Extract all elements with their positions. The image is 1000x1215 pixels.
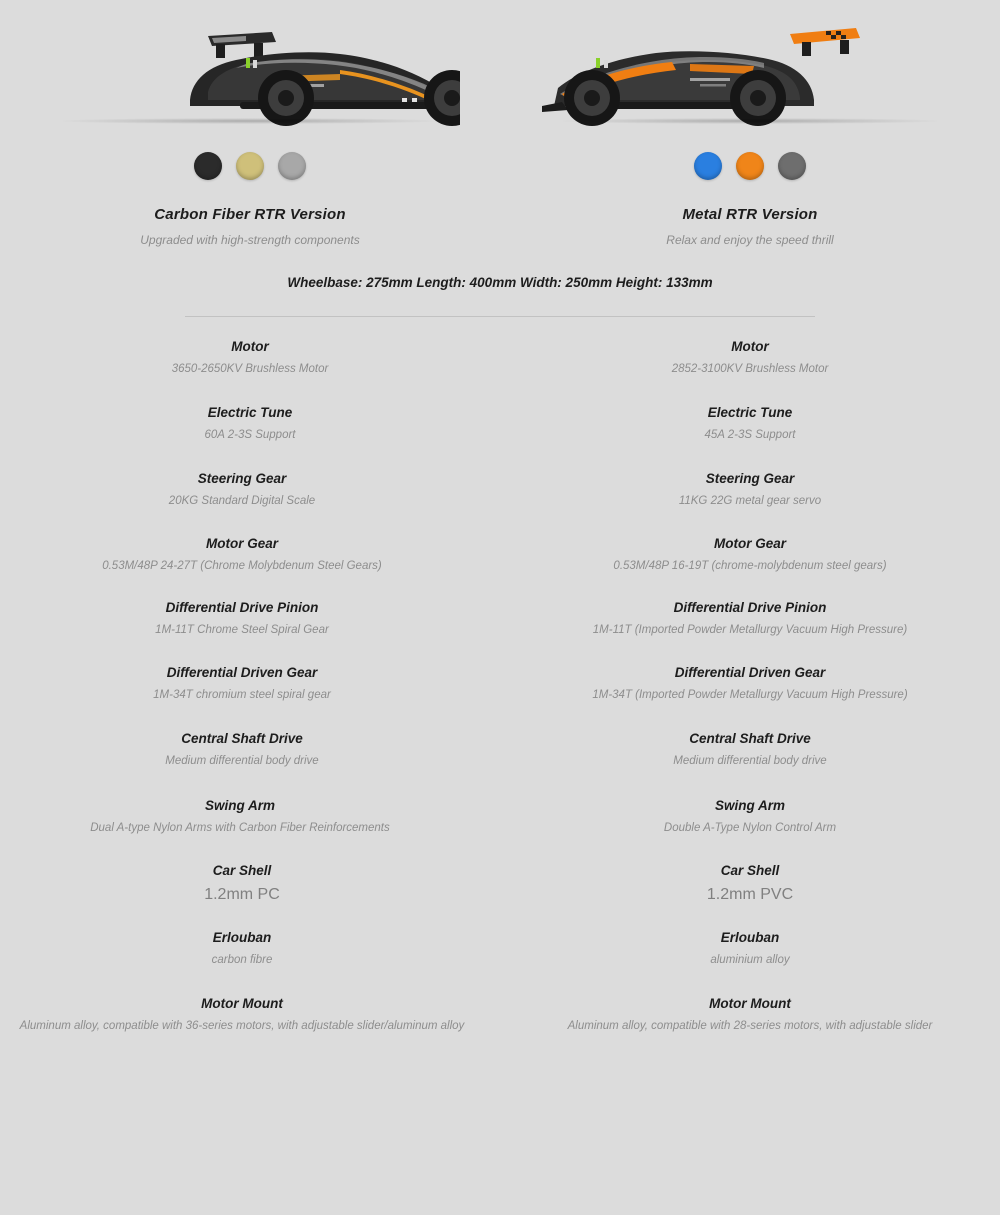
spec-name: Central Shaft Drive	[689, 731, 811, 746]
spec-row	[0, 471, 1000, 507]
spec-value: 20KG Standard Digital Scale	[168, 495, 316, 507]
car-shadow-metal	[560, 118, 940, 124]
spec-name: Electric Tune	[707, 405, 793, 420]
spec-value: Medium differential body drive	[673, 755, 827, 767]
spec-value: 0.53M/48P 24-27T (Chrome Molybdenum Steel Gears)	[102, 560, 382, 572]
spec-row	[0, 665, 1000, 701]
spec-name: Swing Arm	[714, 798, 785, 813]
spec-cell-right	[500, 798, 1000, 834]
spec-row	[0, 536, 1000, 572]
spec-name: Motor	[731, 339, 769, 354]
spec-name: Steering Gear	[705, 471, 795, 486]
spec-cell-right	[500, 731, 1000, 767]
spec-cell-left	[0, 471, 492, 507]
spec-value: 3650-2650KV Brushless Motor	[171, 363, 329, 375]
color-swatches-metal[interactable]	[694, 152, 806, 180]
spec-value: 2852-3100KV Brushless Motor	[671, 363, 829, 375]
spec-cell-right	[500, 536, 1000, 572]
spec-value: 1M-34T (Imported Powder Metallurgy Vacuum High Pressure)	[592, 689, 908, 701]
spec-name: Motor Mount	[709, 996, 791, 1011]
spec-cell-left	[0, 665, 492, 701]
spec-cell-left	[0, 798, 490, 834]
rc-car-illustration-carbon	[40, 14, 460, 134]
swatch-carbon-1[interactable]	[194, 152, 222, 180]
spec-name: Motor Gear	[713, 536, 786, 551]
spec-cell-left	[0, 536, 492, 572]
spec-table	[0, 339, 1000, 1032]
dimensions-line: Wheelbase: 275mm Length: 400mm Width: 250mm Height: 133mm	[287, 275, 713, 290]
spec-cell-left	[0, 930, 492, 966]
car-image-carbon	[40, 14, 460, 134]
spec-cell-right	[500, 339, 1000, 375]
spec-value: 1.2mm PC	[204, 886, 280, 903]
spec-value: 0.53M/48P 16-19T (chrome-molybdenum steel gears)	[613, 560, 887, 572]
spec-row	[0, 600, 1000, 636]
spec-cell-right	[500, 930, 1000, 966]
spec-name: Swing Arm	[204, 798, 275, 813]
spec-name: Differential Drive Pinion	[673, 600, 827, 615]
spec-row	[0, 863, 1000, 904]
spec-cell-right	[500, 996, 1000, 1032]
spec-cell-right	[500, 863, 1000, 904]
spec-cell-left	[0, 731, 492, 767]
spec-name: Differential Driven Gear	[674, 665, 826, 680]
spec-cell-left	[0, 996, 492, 1032]
spec-name: Motor	[231, 339, 269, 354]
spec-row	[0, 798, 1000, 834]
spec-value: Aluminum alloy, compatible with 28-series motors, with adjustable slider	[567, 1020, 933, 1032]
variant-title-metal: Metal RTR Version	[682, 206, 818, 223]
spec-name: Erlouban	[212, 930, 272, 945]
spec-value: 11KG 22G metal gear servo	[678, 495, 822, 507]
swatch-carbon-2[interactable]	[236, 152, 264, 180]
spec-row	[0, 731, 1000, 767]
spec-cell-left	[0, 405, 500, 441]
spec-name: Central Shaft Drive	[181, 731, 303, 746]
spec-row	[0, 405, 1000, 441]
variant-subtitle-metal: Relax and enjoy the speed thrill	[666, 233, 834, 247]
spec-value: 45A 2-3S Support	[704, 429, 796, 441]
spec-row	[0, 930, 1000, 966]
spec-value: Double A-Type Nylon Control Arm	[663, 822, 837, 834]
spec-cell-right	[500, 405, 1000, 441]
variant-title-carbon: Carbon Fiber RTR Version	[154, 206, 346, 223]
spec-value: 1M-34T chromium steel spiral gear	[153, 689, 331, 701]
spec-cell-left	[0, 339, 500, 375]
variant-column-metal	[500, 8, 1000, 247]
swatch-metal-1[interactable]	[694, 152, 722, 180]
spec-value: 60A 2-3S Support	[204, 429, 296, 441]
spec-name: Differential Driven Gear	[166, 665, 318, 680]
spec-name: Car Shell	[720, 863, 780, 878]
spec-cell-right	[500, 471, 1000, 507]
hero-section	[0, 0, 1000, 247]
spec-cell-left	[0, 863, 492, 904]
spec-name: Erlouban	[720, 930, 780, 945]
spec-cell-right	[500, 665, 1000, 701]
spec-name: Motor Mount	[201, 996, 283, 1011]
variant-subtitle-carbon: Upgraded with high-strength components	[140, 233, 360, 247]
variant-column-carbon	[0, 8, 500, 247]
spec-value: Aluminum alloy, compatible with 36-series motors, with adjustable slider/aluminum alloy	[19, 1020, 465, 1032]
spec-cell-left	[0, 600, 492, 636]
rc-car-illustration-metal	[540, 14, 960, 134]
spec-value: 1M-11T Chrome Steel Spiral Gear	[155, 624, 329, 636]
spec-name: Motor Gear	[205, 536, 278, 551]
swatch-metal-3[interactable]	[778, 152, 806, 180]
spec-value: 1M-11T (Imported Powder Metallurgy Vacuum High Pressure)	[592, 624, 908, 636]
spec-value: aluminium alloy	[710, 954, 790, 966]
spec-row	[0, 996, 1000, 1032]
spec-value: Medium differential body drive	[165, 755, 319, 767]
spec-value: Dual A-type Nylon Arms with Carbon Fiber Reinforcements	[90, 822, 390, 834]
spec-row	[0, 339, 1000, 375]
spec-name: Car Shell	[212, 863, 272, 878]
section-divider	[185, 316, 815, 317]
car-shadow-carbon	[60, 118, 440, 124]
spec-value: carbon fibre	[211, 954, 273, 966]
spec-cell-right	[500, 600, 1000, 636]
swatch-carbon-3[interactable]	[278, 152, 306, 180]
spec-name: Steering Gear	[197, 471, 287, 486]
spec-name: Electric Tune	[207, 405, 293, 420]
color-swatches-carbon[interactable]	[194, 152, 306, 180]
swatch-metal-2[interactable]	[736, 152, 764, 180]
car-image-metal	[540, 14, 960, 134]
spec-name: Differential Drive Pinion	[165, 600, 319, 615]
spec-value: 1.2mm PVC	[706, 886, 794, 903]
